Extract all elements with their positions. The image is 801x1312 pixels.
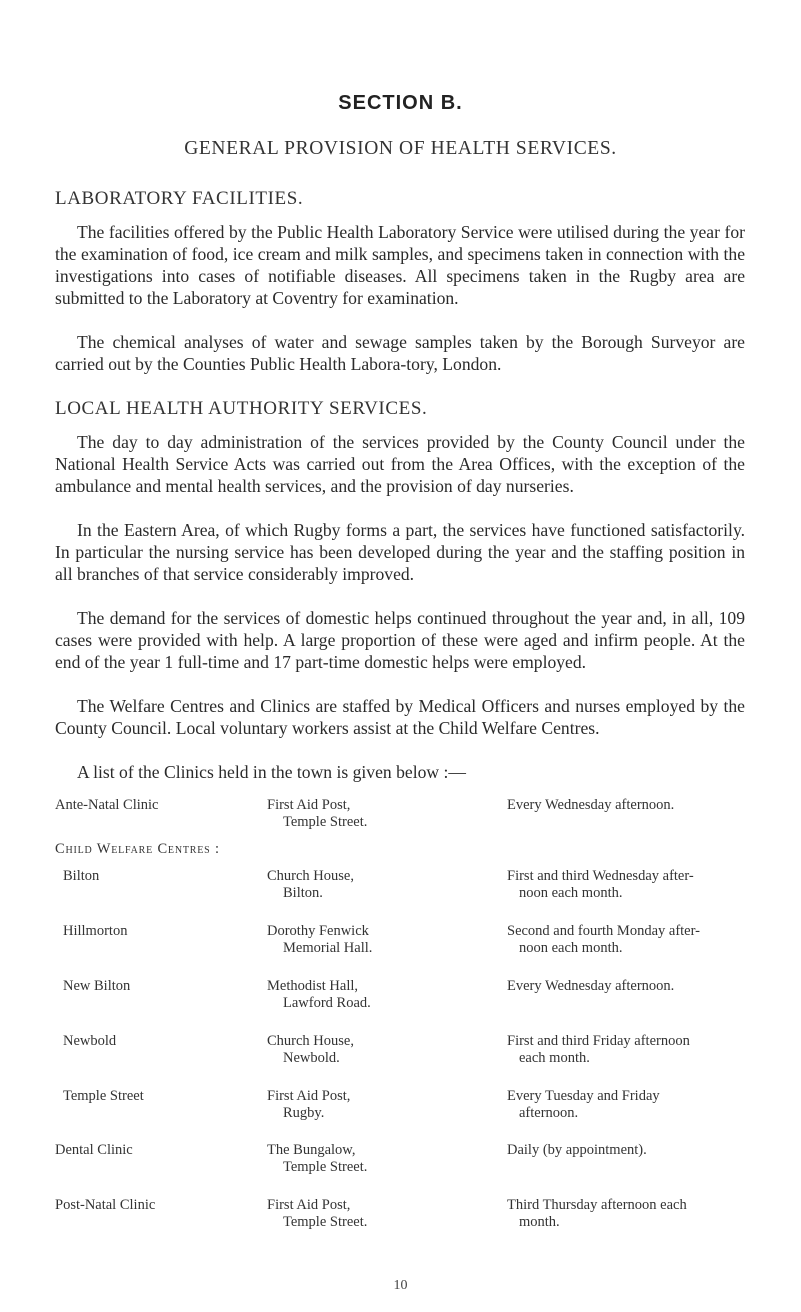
- time-line-1: Every Wednesday afternoon.: [507, 978, 675, 994]
- time-line-1: Third Thursday afternoon each: [507, 1197, 687, 1213]
- clinic-name: Bilton: [63, 868, 100, 884]
- laboratory-paragraph-2: The chemical analyses of water and sewage samples taken by the Borough Surveyor are carried out by the Counties Public Health Labora-tory, London.: [55, 332, 745, 374]
- location-line-2: Memorial Hall.: [283, 940, 373, 956]
- page-number: 10: [393, 1278, 408, 1293]
- clinic-time: [507, 797, 757, 814]
- clinic-time: [507, 1142, 757, 1159]
- clinic-time: [507, 978, 757, 995]
- child-welfare-heading: Child Welfare Centres :: [55, 841, 220, 857]
- clinic-name: Post-Natal Clinic: [55, 1197, 156, 1213]
- time-line-1: First and third Wednesday after-: [507, 868, 694, 884]
- time-line-1: Daily (by appointment).: [507, 1142, 647, 1158]
- time-line-1: First and third Friday afternoon: [507, 1033, 690, 1049]
- section-title: SECTION B.: [338, 92, 463, 114]
- clinic-name: New Bilton: [63, 978, 131, 994]
- location-line-1: Methodist Hall,: [267, 978, 359, 994]
- clinic-name: Newbold: [63, 1033, 117, 1049]
- time-line-2: noon each month.: [519, 940, 623, 956]
- time-line-2: month.: [519, 1214, 560, 1230]
- clinic-time: [507, 868, 757, 902]
- clinic-time: [507, 923, 757, 957]
- clinic-location: [267, 797, 482, 831]
- time-line-1: Every Tuesday and Friday: [507, 1088, 660, 1104]
- location-line-2: Rugby.: [283, 1105, 325, 1121]
- location-line-1: First Aid Post,: [267, 1088, 351, 1104]
- page-title: GENERAL PROVISION OF HEALTH SERVICES.: [184, 138, 617, 159]
- time-line-2: each month.: [519, 1050, 590, 1066]
- clinic-location: [267, 1142, 482, 1176]
- clinic-name: Hillmorton: [63, 923, 128, 939]
- location-line-2: Temple Street.: [283, 1159, 368, 1175]
- clinic-name: Temple Street: [63, 1088, 144, 1104]
- clinic-location: [267, 1088, 482, 1122]
- time-line-2: afternoon.: [519, 1105, 579, 1121]
- clinic-time: [507, 1197, 757, 1231]
- clinic-location: [267, 978, 482, 1012]
- clinic-location: [267, 923, 482, 957]
- location-line-2: Newbold.: [283, 1050, 340, 1066]
- clinic-location: [267, 1033, 482, 1067]
- time-line-2: noon each month.: [519, 885, 623, 901]
- local-health-heading: LOCAL HEALTH AUTHORITY SERVICES.: [55, 398, 428, 419]
- time-line-1: Every Wednesday afternoon.: [507, 797, 675, 813]
- location-line-2: Bilton.: [283, 885, 323, 901]
- laboratory-heading: LABORATORY FACILITIES.: [55, 188, 304, 209]
- time-line-1: Second and fourth Monday after-: [507, 923, 700, 939]
- clinic-time: [507, 1033, 757, 1067]
- location-line-1: First Aid Post,: [267, 1197, 351, 1213]
- location-line-2: Temple Street.: [283, 1214, 368, 1230]
- local-paragraph-1: The day to day administration of the services provided by the County Council under the National Health Service Acts was carried out from the Area Offices, with the exception of the ambulance and mental health services, and the provision of day nurseries.: [55, 432, 745, 496]
- location-line-1: First Aid Post,: [267, 797, 351, 813]
- location-line-1: The Bungalow,: [267, 1142, 356, 1158]
- local-paragraph-3: The demand for the services of domestic helps continued throughout the year and, in all, 109 cases were provided with help. A large proportion of these were aged and infirm people. At the end of the year 1 full-time and 17 part-time domestic helps were employed.: [55, 608, 745, 672]
- location-line-1: Dorothy Fenwick: [267, 923, 369, 939]
- location-line-2: Lawford Road.: [283, 995, 371, 1011]
- location-line-1: Church House,: [267, 868, 354, 884]
- local-paragraph-5: A list of the Clinics held in the town is given below :—: [77, 762, 466, 782]
- location-line-1: Church House,: [267, 1033, 354, 1049]
- local-paragraph-4: The Welfare Centres and Clinics are staffed by Medical Officers and nurses employed by the County Council. Local voluntary workers assist at the Child Welfare Centres.: [55, 696, 745, 738]
- clinic-name: Dental Clinic: [55, 1142, 133, 1158]
- location-line-2: Temple Street.: [283, 814, 368, 830]
- clinic-name: Ante-Natal Clinic: [55, 797, 159, 813]
- laboratory-paragraph-1: The facilities offered by the Public Health Laboratory Service were utilised during the year for the examination of food, ice cream and milk samples, and specimens taken in connection with the investigations into cases of notifiable diseases. All specimens taken in the Rugby area are submitted to the Laboratory at Coventry for examination.: [55, 222, 745, 308]
- clinic-location: [267, 1197, 482, 1231]
- clinic-time: [507, 1088, 757, 1122]
- local-paragraph-2: In the Eastern Area, of which Rugby forms a part, the services have functioned satisfactorily. In particular the nursing service has been developed during the year and the staffing position in all branches of that service considerably improved.: [55, 520, 745, 584]
- clinic-location: [267, 868, 482, 902]
